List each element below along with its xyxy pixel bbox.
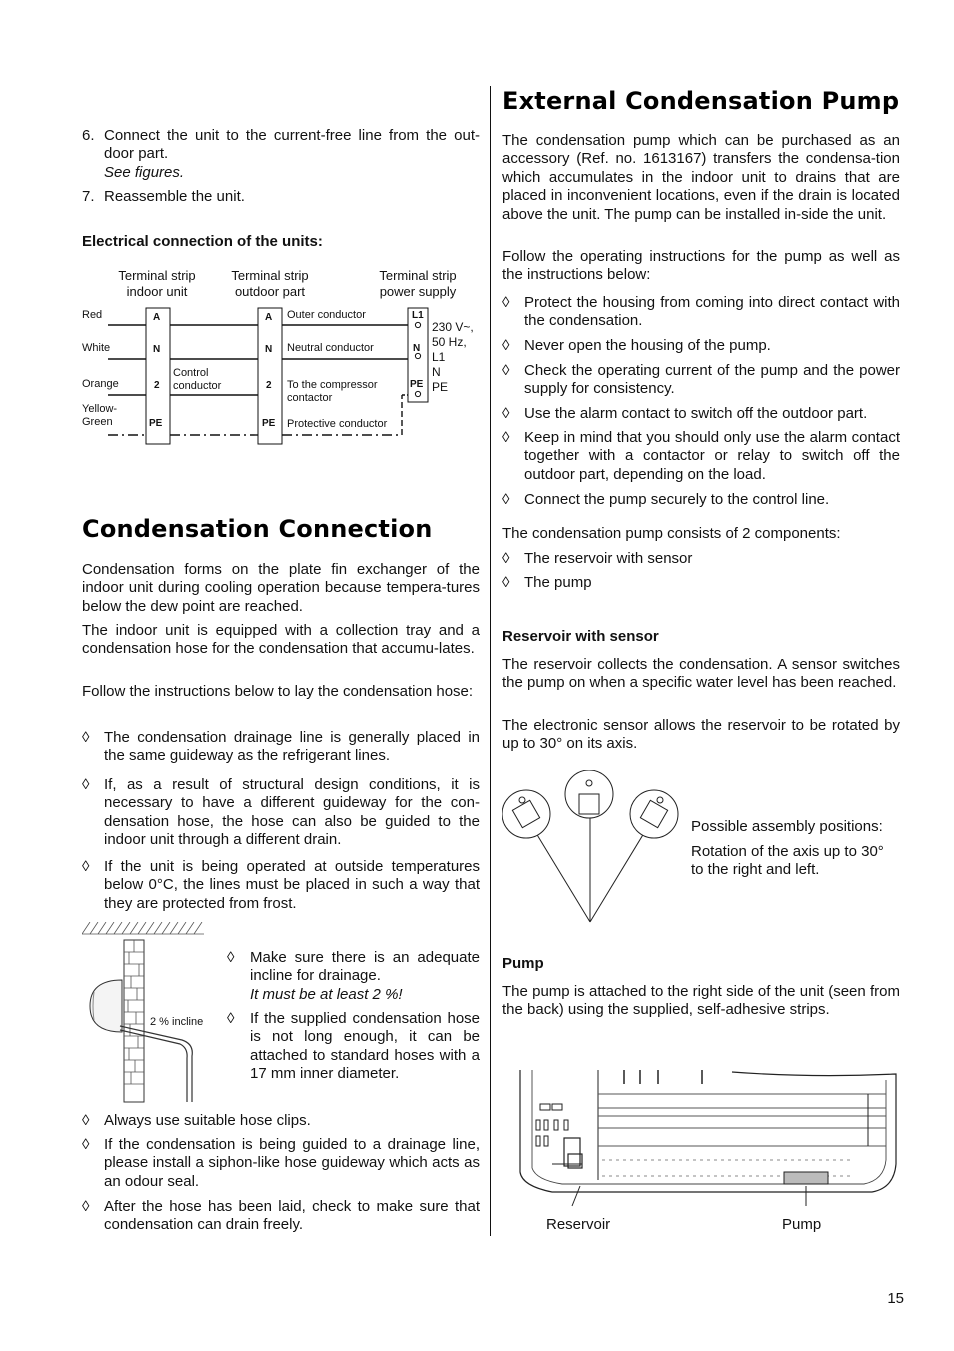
wiring-lines	[82, 268, 480, 448]
pump-bullet-3: ◊ Check the operating current of the pump and the power supply for consistency.	[502, 362, 900, 398]
pump-paragraph: The pump is attached to the right side of the unit (seen from the back) using the supplied, self-adhesive strips.	[502, 983, 900, 1019]
compressor-contactor-label: To the compressor contactor	[287, 379, 378, 404]
indoor-terminal-pe: PE	[149, 418, 163, 429]
outdoor-terminal-pe: PE	[262, 418, 276, 429]
supply-labels: 230 V~, 50 Hz, L1 N PE	[432, 320, 474, 394]
bottom-bullet-2: ◊ If the condensation is being guided to a drainage line, please install a siphon-like hose guideway which acts as an odour seal.	[82, 1136, 480, 1190]
reservoir-heading: Reservoir with sensor	[502, 628, 659, 645]
outdoor-terminal-2: 2	[266, 380, 272, 391]
indoor-terminal-n: N	[153, 344, 161, 355]
pump-bullet-2: ◊ Never open the housing of the pump.	[502, 337, 771, 354]
step-7: 7. Reassemble the unit.	[82, 188, 245, 205]
pump-bullet-1: ◊ Protect the housing from coming into direct contact with the condensation.	[502, 294, 900, 330]
power-terminal-l1: L1	[412, 310, 424, 321]
column-divider	[490, 86, 491, 1236]
component-pump: ◊ The pump	[502, 574, 592, 591]
cond-paragraph-3: Follow the instructions below to lay the condensation hose:	[82, 683, 474, 700]
power-terminal-n: N	[413, 343, 421, 354]
wire-yellow-green: Yellow-Green	[82, 403, 118, 428]
outer-conductor-label: Outer conductor	[287, 309, 366, 321]
electrical-heading: Electrical connection of the units:	[82, 233, 323, 250]
cond-bullet-3: ◊ If the unit is being operated at outside temperatures below 0°C, the lines must be placed in such a way that they are protected from frost.	[82, 858, 480, 912]
pump-heading: Pump	[502, 955, 544, 972]
cond-bullet-2: ◊ If, as a result of structural design conditions, it is necessary to have a different guideway for the con-densation hose, the hose can also be guided to the indoor unit through a different drain.	[82, 776, 480, 849]
pump-bullet-5: ◊ Keep in mind that you should only use the alarm contact together with a contactor or relay to switch off the outdoor part, depending on the load.	[502, 429, 900, 483]
pump-bullet-6: ◊ Connect the pump securely to the control line.	[502, 491, 830, 508]
wire-orange: Orange	[82, 378, 119, 390]
pump-label: Pump	[782, 1216, 822, 1233]
pump-bullet-4: ◊ Use the alarm contact to switch off the outdoor part.	[502, 405, 868, 422]
wire-red: Red	[82, 309, 103, 321]
components-intro: The condensation pump consists of 2 components:	[502, 525, 841, 542]
cond-paragraph-2: The indoor unit is equipped with a collection tray and a condensation hose for the condensation that accumu-lates.	[82, 622, 480, 658]
rotation-figure	[502, 770, 682, 925]
wiring-diagram	[82, 268, 480, 448]
bottom-bullet-3: ◊ After the hose has been laid, check to make sure that condensation can drain freely.	[82, 1198, 480, 1234]
indoor-terminal-a: A	[153, 312, 161, 323]
header-power: Terminal strip power supply	[379, 268, 457, 299]
reservoir-paragraph-1: The reservoir collects the condensation. A sensor switches the pump on when a specific water level has been reached.	[502, 656, 900, 692]
assembly-caption: Possible assembly positions:	[691, 818, 883, 835]
wire-white: White	[82, 342, 111, 354]
reservoir-label: Reservoir	[546, 1216, 611, 1233]
power-terminal-pe: PE	[410, 379, 424, 390]
fig-bullet-1: ◊ Make sure there is an adequate incline for drainage. It must be at least 2 %!	[227, 949, 480, 1003]
unit-figure	[512, 1064, 902, 1216]
pump-paragraph-2: Follow the operating instructions for the pump as well as the instructions below:	[502, 248, 900, 284]
indoor-terminal-2: 2	[154, 380, 160, 391]
cond-paragraph-1: Condensation forms on the plate fin exchanger of the indoor unit during cooling operation because tempera-tures below the dew point are reached.	[82, 561, 480, 615]
bottom-bullet-1: ◊ Always use suitable hose clips.	[82, 1112, 311, 1129]
hose-incline-figure	[82, 922, 212, 1104]
condensation-title: Condensation Connection	[82, 515, 433, 543]
neutral-conductor-label: Neutral conductor	[287, 342, 374, 354]
header-outdoor: Terminal strip outdoor part	[231, 268, 309, 299]
pump-paragraph-1: The condensation pump which can be purchased as an accessory (Ref. no. 1613167) transfers the condensa-tion which accumulates in the indoor unit to drains that are placed in inconvenient locations, even if the drain is located above the unit. The pump can be installed in-side the unit.	[502, 132, 900, 223]
outdoor-terminal-a: A	[265, 312, 273, 323]
page-number: 15	[887, 1290, 904, 1307]
reservoir-paragraph-2: The electronic sensor allows the reservoir to be rotated by up to 30° on its axis.	[502, 717, 900, 753]
control-conductor-label: Control conductor	[173, 367, 222, 392]
step-6: 6. Connect the unit to the current-free line from the out-door part. See figures.	[82, 127, 480, 181]
header-indoor: Terminal strip indoor unit	[118, 268, 196, 299]
incline-label: 2 % incline	[150, 1016, 204, 1028]
component-reservoir: ◊ The reservoir with sensor	[502, 550, 693, 567]
outdoor-terminal-n: N	[265, 344, 273, 355]
fig-bullet-2: ◊ If the supplied condensation hose is not long enough, it can be attached to standard hoses with a 17 mm inner diameter.	[227, 1010, 480, 1083]
pump-title: External Condensation Pump	[502, 87, 900, 115]
rotation-caption: Rotation of the axis up to 30° to the right and left.	[691, 843, 884, 879]
cond-bullet-1: ◊ The condensation drainage line is generally placed in the same guideway as the refrigerant lines.	[82, 729, 480, 765]
protective-conductor-label: Protective conductor	[287, 418, 388, 430]
